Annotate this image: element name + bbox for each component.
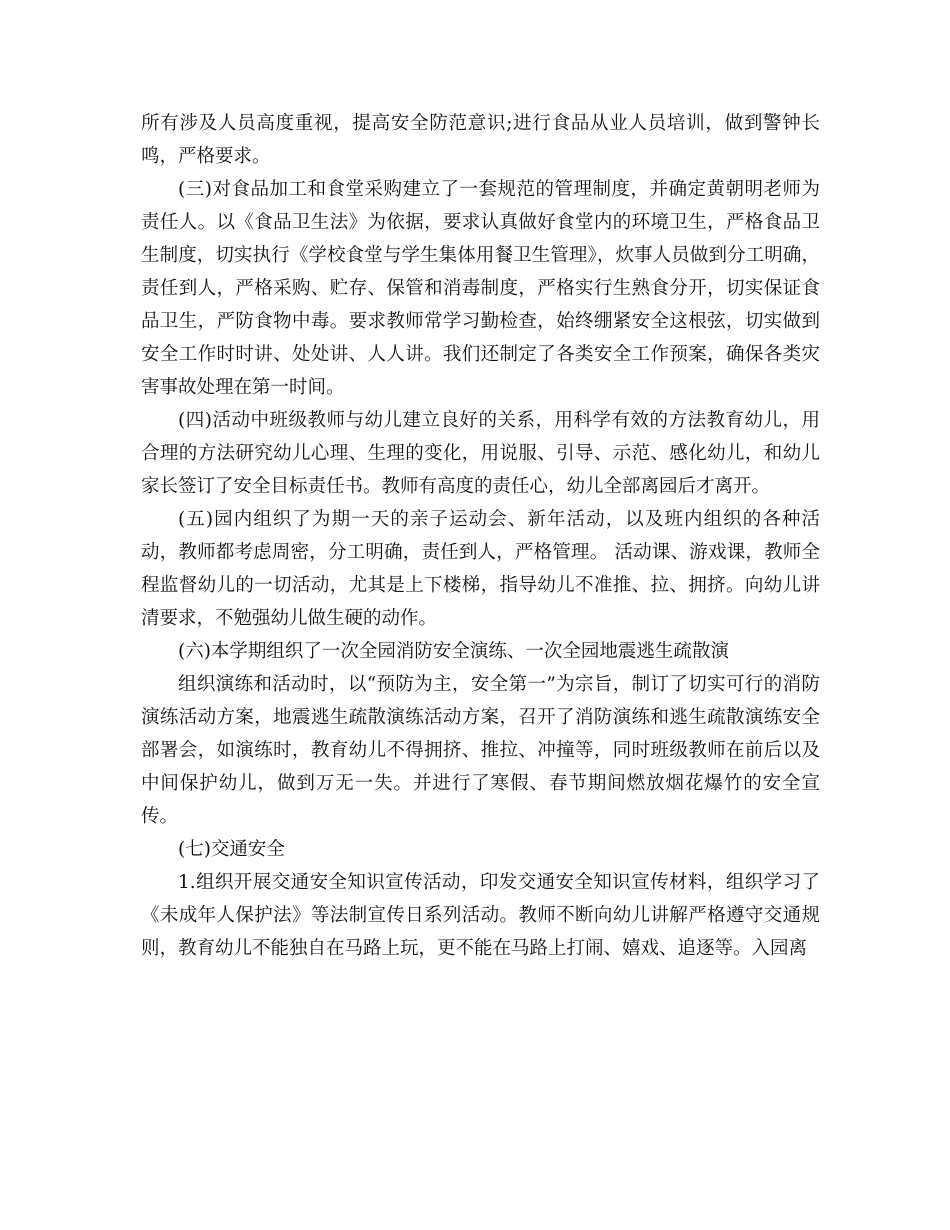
paragraph-3: (四)活动中班级教师与幼儿建立良好的关系，用科学有效的方法教育幼儿，用合理的方法研究幼儿心理、生理的变化，用说服、引导、示范、感化幼儿，和幼儿家长签订了安全目标责任书。教师有高度的责任心，幼儿全部离园后才离开。 <box>141 410 820 497</box>
paragraph-2: (三)对食品加工和食堂采购建立了一套规范的管理制度，并确定黄朝明老师为责任人。以《食品卫生法》为依据，要求认真做好食堂内的环境卫生，严格食品卫生制度，切实执行《学校食堂与学生集体用餐卫生管理》，炊事人员做到分工明确，责任到人，严格采购、贮存、保管和消毒制度，严格实行生熟食分开，切实保证食品卫生，严防食物中毒。要求教师常学习勤检查，始终绷紧安全这根弦，切实做到安全工作时时讲、处处讲、人人讲。我们还制定了各类安全工作预案，确保各类灾害事故处理在第一时间。 <box>141 179 820 398</box>
paragraph-1: 所有涉及人员高度重视，提高安全防范意识;进行食品从业人员培训，做到警钟长鸣，严格要求。 <box>141 113 820 167</box>
paragraph-4: (五)园内组织了为期一天的亲子运动会、新年活动，以及班内组织的各种活动，教师都考虑周密，分工明确，责任到人，严格管理。 活动课、游戏课，教师全程监督幼儿的一切活动，尤其是上下楼梯，指导幼儿不准推、拉、拥挤。向幼儿讲清要求，不勉强幼儿做生硬的动作。 <box>141 509 820 629</box>
paragraph-6: 组织演练和活动时，以“预防为主，安全第一”为宗旨，制订了切实可行的消防演练活动方案，地震逃生疏散演练活动方案，召开了消防演练和逃生疏散演练安全部署会，如演练时，教育幼儿不得拥挤、推拉、冲撞等，同时班级教师在前后以及中间保护幼儿，做到万无一失。并进行了寒假、春节期间燃放烟花爆竹的安全宣传。 <box>141 674 820 827</box>
paragraph-8: 1.组织开展交通安全知识宣传活动，印发交通安全知识宣传材料，组织学习了《未成年人保护法》等法制宣传日系列活动。教师不断向幼儿讲解严格遵守交通规则，教育幼儿不能独自在马路上玩，更不能在马路上打闹、嬉戏、追逐等。入园离 <box>141 872 820 959</box>
paragraph-7: (七)交通安全 <box>178 839 285 860</box>
paragraph-5: (六)本学期组织了一次全园消防安全演练、一次全园地震逃生疏散演 <box>178 641 729 662</box>
